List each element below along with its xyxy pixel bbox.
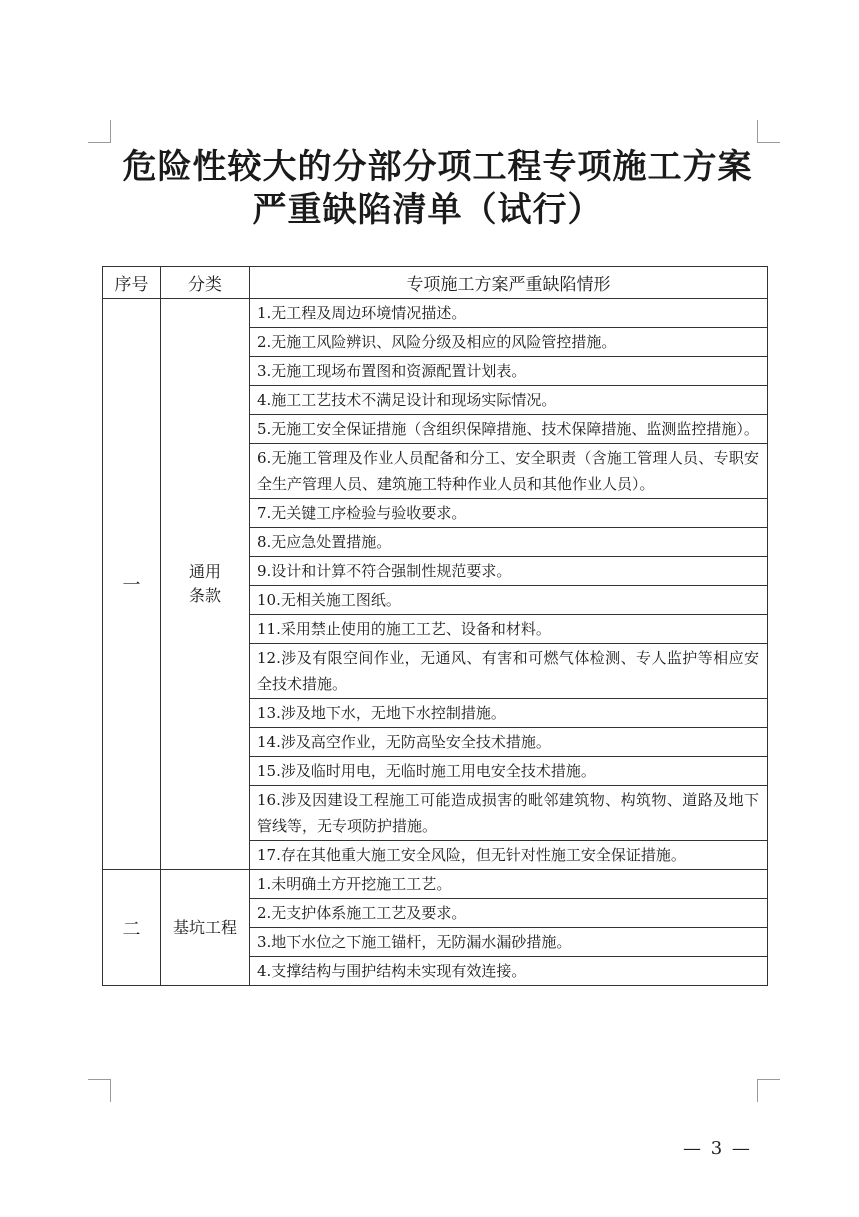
- page-number: — 3 —: [683, 1138, 752, 1159]
- section-index: 二: [103, 870, 161, 986]
- defect-item: 12.涉及有限空间作业，无通风、有害和可燃气体检测、专人监护等相应安全技术措施。: [250, 644, 768, 699]
- defect-item: 1.无工程及周边环境情况描述。: [250, 299, 768, 328]
- defect-item: 9.设计和计算不符合强制性规范要求。: [250, 557, 768, 586]
- crop-mark-bottom-left: [88, 1079, 111, 1102]
- section-index: 一: [103, 299, 161, 870]
- defect-item: 5.无施工安全保证措施（含组织保障措施、技术保障措施、监测监控措施）。: [250, 415, 768, 444]
- defect-item: 14.涉及高空作业，无防高坠安全技术措施。: [250, 728, 768, 757]
- defect-item: 8.无应急处置措施。: [250, 528, 768, 557]
- defect-list-table: [102, 266, 768, 986]
- section-category: 通用 条款: [161, 299, 250, 870]
- defect-item: 4.支撑结构与围护结构未实现有效连接。: [250, 957, 768, 986]
- defect-item: 3.地下水位之下施工锚杆，无防漏水漏砂措施。: [250, 928, 768, 957]
- defect-item: 15.涉及临时用电，无临时施工用电安全技术措施。: [250, 757, 768, 786]
- document-title-line2: 严重缺陷清单（试行）: [252, 190, 603, 230]
- table-row: [103, 299, 768, 328]
- header-category: 分类: [161, 267, 250, 299]
- header-index: 序号: [103, 267, 161, 299]
- defect-item: 16.涉及因建设工程施工可能造成损害的毗邻建筑物、构筑物、道路及地下管线等，无专项防护措施。: [250, 786, 768, 841]
- defect-item: 6.无施工管理及作业人员配备和分工、安全职责（含施工管理人员、专职安全生产管理人员、建筑施工特种作业人员和其他作业人员）。: [250, 444, 768, 499]
- defect-item: 1.未明确土方开挖施工工艺。: [250, 870, 768, 899]
- defect-item: 17.存在其他重大施工安全风险，但无针对性施工安全保证措施。: [250, 841, 768, 870]
- table-row: [103, 870, 768, 899]
- table-body: [103, 299, 768, 986]
- defect-item: 4.施工工艺技术不满足设计和现场实际情况。: [250, 386, 768, 415]
- header-situation: 专项施工方案严重缺陷情形: [250, 267, 768, 299]
- table-header-row: [103, 267, 768, 299]
- document-title-line1: 危险性较大的分部分项工程专项施工方案: [122, 147, 753, 187]
- defect-item: 2.无支护体系施工工艺及要求。: [250, 899, 768, 928]
- defect-item: 3.无施工现场布置图和资源配置计划表。: [250, 357, 768, 386]
- defect-item: 2.无施工风险辨识、风险分级及相应的风险管控措施。: [250, 328, 768, 357]
- crop-mark-bottom-right: [757, 1079, 780, 1102]
- defect-item: 13.涉及地下水，无地下水控制措施。: [250, 699, 768, 728]
- defect-item: 11.采用禁止使用的施工工艺、设备和材料。: [250, 615, 768, 644]
- defect-item: 7.无关键工序检验与验收要求。: [250, 499, 768, 528]
- section-category: 基坑工程: [161, 870, 250, 986]
- defect-item: 10.无相关施工图纸。: [250, 586, 768, 615]
- crop-mark-top-left: [88, 120, 111, 143]
- crop-mark-top-right: [757, 120, 780, 143]
